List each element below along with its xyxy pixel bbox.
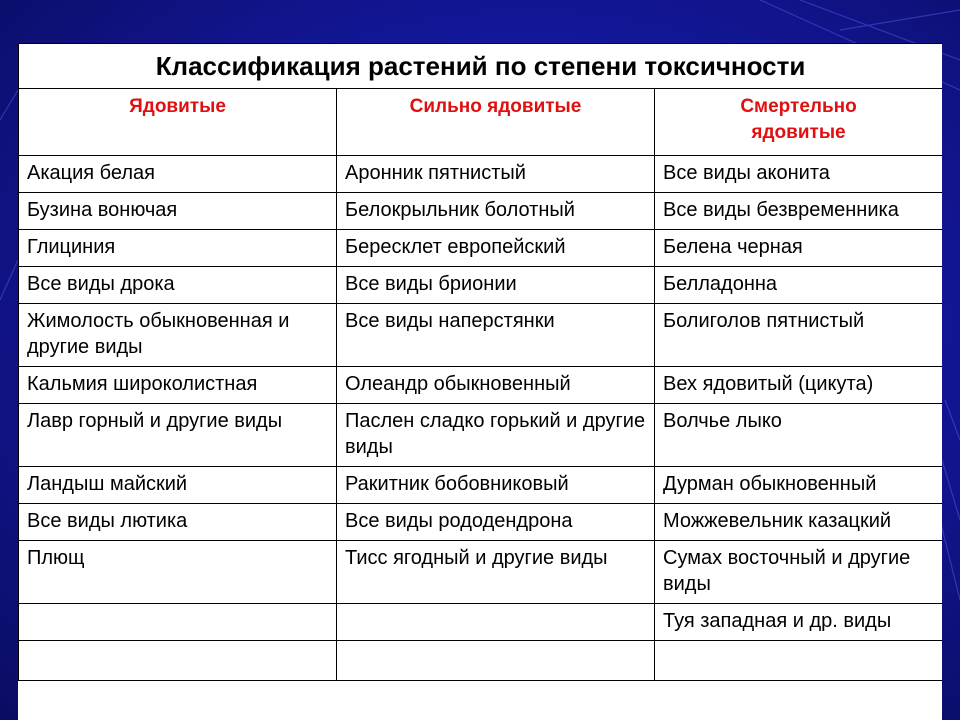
table-cell [337,604,655,641]
table-cell: Туя западная и др. виды [655,604,943,641]
table-cell: Все виды наперстянки [337,304,655,367]
table-cell: Все виды рододендрона [337,504,655,541]
title-row [19,44,943,89]
table-cell [337,641,655,681]
table-cell: Глициния [19,230,337,267]
table-cell: Все виды дрока [19,267,337,304]
table-cell: Белокрыльник болотный [337,193,655,230]
table-cell: Кальмия широколистная [19,367,337,404]
table-cell: Белена черная [655,230,943,267]
table-cell: Тисс ягодный и другие виды [337,541,655,604]
table-cell: Все виды безвременника [655,193,943,230]
table-cell: Дурман обыкновенный [655,467,943,504]
table-cell: Все виды брионии [337,267,655,304]
table-row [19,193,943,230]
table-cell: Белладонна [655,267,943,304]
table-row [19,467,943,504]
table-cell: Паслен сладко горький и другие виды [337,404,655,467]
table-row [19,267,943,304]
column-header-poisonous: Ядовитые [19,89,337,156]
table-body [19,156,943,681]
table-row [19,641,943,681]
table-cell: Олеандр обыкновенный [337,367,655,404]
table-cell: Можжевельник казацкий [655,504,943,541]
table-cell: Болиголов пятнистый [655,304,943,367]
table-cell: Бузина вонючая [19,193,337,230]
table-cell: Все виды лютика [19,504,337,541]
table-sheet [18,43,942,720]
toxicity-table [18,43,942,681]
table-cell: Ракитник бобовниковый [337,467,655,504]
table-cell: Жимолость обыкновенная и другие виды [19,304,337,367]
column-header-deadly-poisonous: Смертельно ядовитые [655,89,943,156]
table-cell [19,641,337,681]
table-cell: Волчье лыко [655,404,943,467]
table-row [19,504,943,541]
table-row [19,304,943,367]
table-row [19,156,943,193]
column-header-highly-poisonous: Сильно ядовитые [337,89,655,156]
table-cell: Аронник пятнистый [337,156,655,193]
table-cell [655,641,943,681]
table-row [19,230,943,267]
table-cell: Лавр горный и другие виды [19,404,337,467]
table-title: Классификация растений по степени токсичности [19,44,943,89]
table-row [19,404,943,467]
table-cell: Бересклет европейский [337,230,655,267]
table-cell: Плющ [19,541,337,604]
table-cell [19,604,337,641]
table-cell: Акация белая [19,156,337,193]
table-row [19,541,943,604]
table-cell: Все виды аконита [655,156,943,193]
table-cell: Сумах восточный и другие виды [655,541,943,604]
table-row [19,604,943,641]
table-row [19,367,943,404]
header-row [19,89,943,156]
table-cell: Вех ядовитый (цикута) [655,367,943,404]
table-cell: Ландыш майский [19,467,337,504]
